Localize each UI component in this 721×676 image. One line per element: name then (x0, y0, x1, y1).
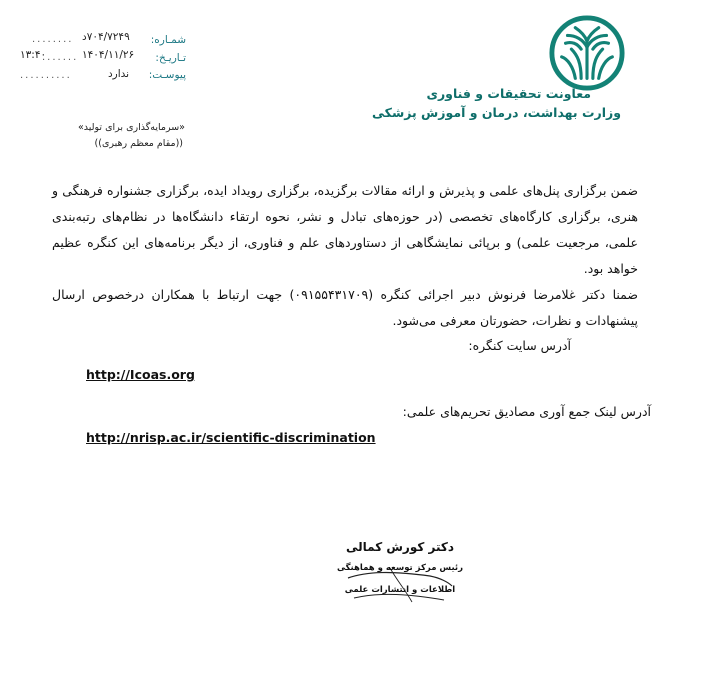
org-name-line1: معاونت تحقیقات و فناوری (426, 86, 591, 101)
date-dots: ....... (42, 52, 79, 63)
signature-scribble-icon (340, 548, 460, 608)
site-label: آدرس سایت کنگره: (468, 338, 571, 353)
attachment-label: پیوسـت: (148, 69, 186, 81)
body-paragraph-2: ضمنا دکتر غلامرضا فرنوش دبیر اجرائی کنگره (۰۹۱۵۵۴۳۱۷۰۹) جهت ارتباط با همکاران درخصوص ارسال پیشنهادات و نظرات، حضورتان معرفی می‌شود. (52, 287, 638, 328)
slogan: «سرمایه‌گذاری برای تولید» (77, 122, 185, 133)
number-dots: ........ (32, 34, 74, 45)
number-label: شمـاره: (150, 34, 186, 46)
discrimination-link[interactable]: http://nrisp.ac.ir/scientific-discrimination (86, 430, 376, 445)
date-value: ۱۴۰۴/۱۱/۲۶ (82, 49, 135, 61)
site-link[interactable]: http://Icoas.org (86, 367, 195, 382)
body-paragraph-1: ضمن برگزاری پنل‌های علمی و پذیرش و ارائه مقالات برگزیده، برگزاری رویداد ایده، برگزاری جشنواره فرهنگی و هنری، برگزاری کارگاه‌های تخصصی (در حوزه‌های تبادل و نشر، نحوه ارتقاء دانشگاه‌ها در نظام‌های رتبه‌بندی علمی، مرجعیت علمی) و برپائی نمایشگاهی از دستاوردهای علم و فناوری، از دیگر برنامه‌های این کنگره عظیم خواهد بود. (52, 183, 638, 276)
attachment-value: ندارد (108, 68, 130, 80)
number-value: ۷۰۴/۷۲۴۹د (82, 31, 130, 43)
slogan-attribution: ((مقام معظم رهبری)) (94, 138, 183, 149)
link-label: آدرس لینک جمع آوری مصادیق تحریم‌های علمی: (402, 404, 651, 419)
org-name-line2: وزارت بهداشت، درمان و آموزش پزشکی (372, 105, 621, 120)
time-value: ۱۳:۴۰ (20, 49, 47, 61)
signer-title-2: اطلاعات و انتشارات علمی (344, 585, 456, 595)
attachment-dots: .......... (20, 70, 72, 81)
signer-title-1: رئیس مرکز توسعه و هماهنگی (337, 563, 463, 573)
tree-emblem-icon (548, 14, 626, 92)
date-label: تـاریـخ: (155, 52, 186, 64)
signer-name: دکتر کورش کمالی (346, 540, 454, 554)
